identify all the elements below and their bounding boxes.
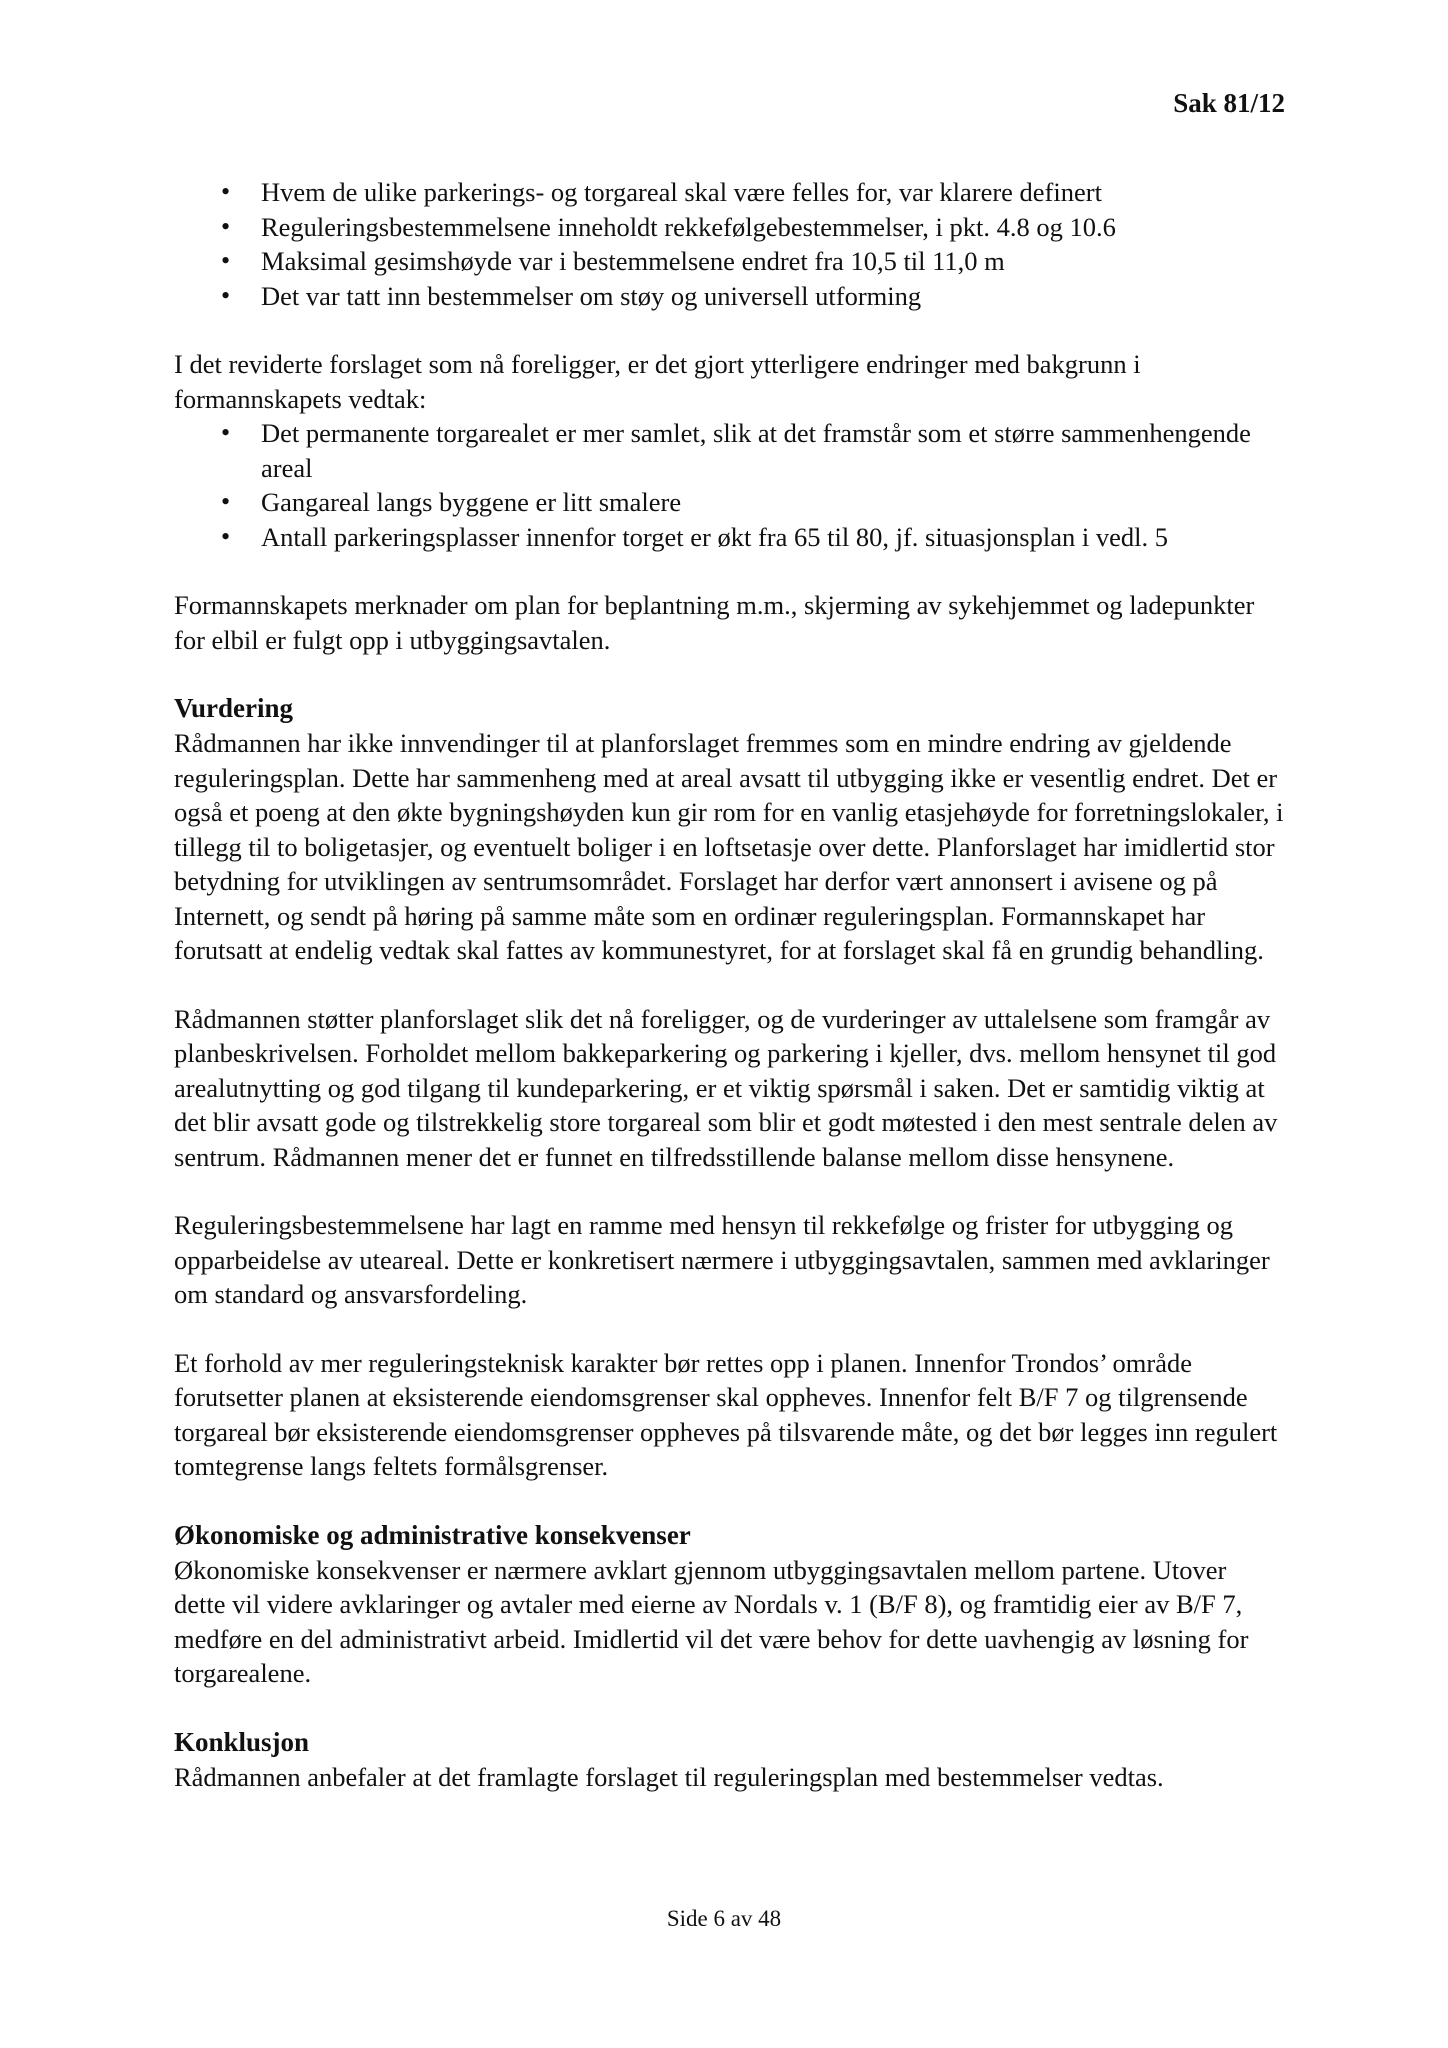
- vurdering-paragraph-2: Rådmannen støtter planforslaget slik det nå foreligger, og de vurderinger av uttalelsene som framgår av planbeskrivelsen. Forholdet mellom bakkeparkering og parkering i kjeller, dvs. mellom hensynet til god arealutnytting og god tilgang til kundeparkering, er et viktig spørsmål i saken. Det er samtidig viktig at det blir avsatt gode og tilstrekkelig store torgareal som blir et godt møtested i den mest sentrale delen av sentrum. Rådmannen mener det er funnet en tilfredsstillende balanse mellom disse hensynene.: [174, 1003, 1278, 1172]
- list-item: • Det permanente torgarealet er mer samlet, slik at det framstår som et større sammenhengende areal: [174, 416, 1284, 485]
- konklusjon-heading: Konklusjon: [174, 1726, 310, 1757]
- vurdering-paragraph-4: Et forhold av mer reguleringsteknisk karakter bør rettes opp i planen. Innenfor Trondos’ område forutsetter planen at eksisterende eiendomsgrenser skal oppheves. Innenfor felt B/F 7 og tilgrensende torgareal bør eksisterende eiendomsgrenser oppheves på tilsvarende måte, og det bør legges inn regulert tomtegrense langs feltets formålsgrenser.: [174, 1347, 1278, 1481]
- page-number: Side 6 av 48: [666, 1906, 782, 1931]
- revised-paragraph: I det reviderte forslaget som nå foreligger, er det gjort ytterligere endringer med bakgrunn i formannskapets vedtak:: [174, 349, 1141, 414]
- vurdering-paragraph-3: Reguleringsbestemmelsene har lagt en ramme med hensyn til rekkefølge og frister for utbygging og opparbeidelse av uteareal. Dette er konkretisert nærmere i utbyggingsavtalen, sammen med avklaringer om standard og ansvarsfordeling.: [174, 1210, 1270, 1309]
- intro-bullet-list: [174, 175, 1284, 313]
- list-item: • Maksimal gesimshøyde var i bestemmelsene endret fra 10,5 til 11,0 m: [174, 244, 1284, 279]
- revised-bullet-list: [174, 416, 1284, 554]
- document-body: [174, 175, 1284, 1794]
- vurdering-paragraph-1: Rådmannen har ikke innvendinger til at planforslaget fremmes som en mindre endring av gjeldende reguleringsplan. Dette har sammenheng med at areal avsatt til utbygging ikke er vesentlig endret. Det er også et poeng at den økte bygningshøyden kun gir rom for en vanlig etasjehøyde for forretningslokaler, i tillegg til to boligetasjer, og eventuelt boliger i en loftsetasje over dette. Planforslaget har imidlertid stor betydning for utviklingen av sentrumsområdet. Forslaget har derfor vært annonsert i avisene og på Internett, og sendt på høring på samme måte som en ordinær reguleringsplan. Formannskapet har forutsatt at endelig vedtak skal fattes av kommunestyret, for at forslaget skal få en grundig behandling.: [174, 728, 1284, 965]
- list-item: • Antall parkeringsplasser innenfor torget er økt fra 65 til 80, jf. situasjonsplan i vedl. 5: [174, 520, 1284, 555]
- remarks-paragraph: Formannskapets merknader om plan for beplantning m.m., skjerming av sykehjemmet og ladepunkter for elbil er fulgt opp i utbyggingsavtalen.: [174, 590, 1255, 655]
- list-item: • Gangareal langs byggene er litt smalere: [174, 485, 1284, 520]
- okonomi-heading: Økonomiske og administrative konsekvenser: [174, 1519, 691, 1550]
- list-item: • Det var tatt inn bestemmelser om støy og universell utforming: [174, 279, 1284, 314]
- list-item: • Hvem de ulike parkerings- og torgareal skal være felles for, var klarere definert: [174, 175, 1284, 210]
- list-item: • Reguleringsbestemmelsene inneholdt rekkefølgebestemmelser, i pkt. 4.8 og 10.6: [174, 210, 1284, 245]
- okonomi-paragraph: Økonomiske konsekvenser er nærmere avklart gjennom utbyggingsavtalen mellom partene. Utover dette vil videre avklaringer og avtaler med eierne av Nordals v. 1 (B/F 8), og framtidig eier av B/F 7, medføre en del administrativt arbeid. Imidlertid vil det være behov for dette uavhengig av løsning for torgarealene.: [174, 1554, 1249, 1688]
- case-number: Sak 81/12: [1173, 88, 1285, 118]
- konklusjon-paragraph: Rådmannen anbefaler at det framlagte forslaget til reguleringsplan med bestemmelser vedtas.: [174, 1761, 1164, 1792]
- vurdering-heading: Vurdering: [174, 693, 294, 723]
